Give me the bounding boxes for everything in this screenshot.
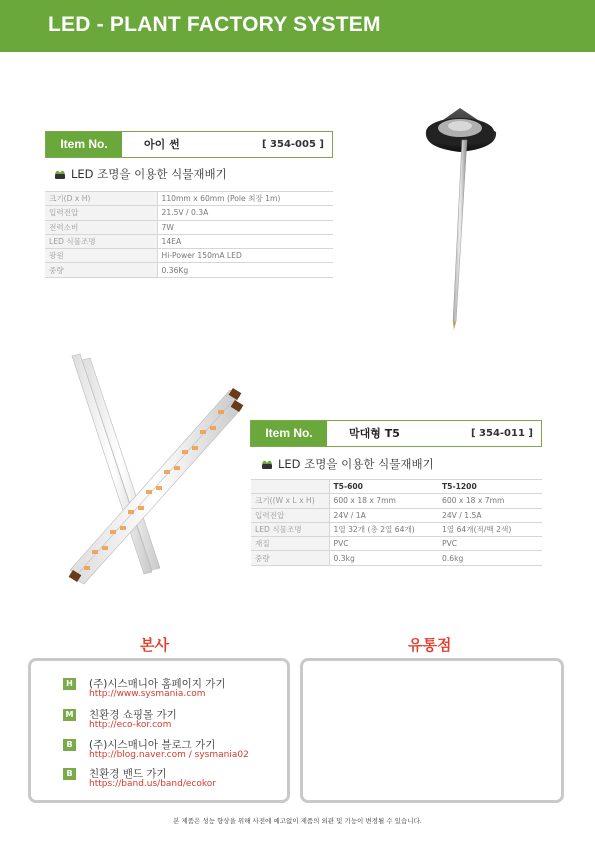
spec-key: LED 식물조명 <box>45 234 157 248</box>
link-title: 친환경 밴드 가기 <box>89 768 167 780</box>
hq-title: 본사 <box>140 636 169 654</box>
spec-header-row <box>251 480 542 494</box>
spec-key: 입력전압 <box>251 508 329 522</box>
product-code: [ 354-011 ] <box>470 428 533 439</box>
homepage-badge-icon: H <box>63 678 76 690</box>
product-1-item-bar <box>45 131 333 158</box>
spec-value: 14EA <box>157 234 333 248</box>
footer-notice: 본 제품은 성능 향상을 위해 사전에 예고없이 제품의 외관 및 기능이 변경될 수 있습니다. <box>173 817 422 825</box>
subtitle-text: LED 조명을 이용한 식물재배기 <box>278 457 434 471</box>
product-1-subtitle <box>53 166 227 182</box>
product-2-subtitle <box>260 456 434 472</box>
spec-value: PVC <box>438 537 542 551</box>
spec-row <box>45 263 333 277</box>
spec-value: PVC <box>329 537 438 551</box>
link-title: (주)시스매니아 홈페이지 가기 <box>89 678 226 690</box>
spec-value: Hi-Power 150mA LED <box>157 249 333 263</box>
spec-header-t5-1200: T5-1200 <box>438 480 542 494</box>
spec-row <box>45 192 333 206</box>
spec-key: 크기((W x L x H) <box>251 494 329 508</box>
spec-value: 600 x 18 x 7mm <box>438 494 542 508</box>
spec-key: 입력전압 <box>45 206 157 220</box>
spec-row <box>251 522 542 536</box>
spec-row <box>45 234 333 248</box>
page-title: LED - PLANT FACTORY SYSTEM <box>48 13 381 36</box>
link-url[interactable]: http://eco-kor.com <box>89 720 172 730</box>
band-badge-icon: B <box>63 768 76 780</box>
spec-value: 0.6kg <box>438 551 542 565</box>
product-1-spec-table <box>45 191 333 278</box>
spec-key: 재질 <box>251 537 329 551</box>
spec-value: 600 x 18 x 7mm <box>329 494 438 508</box>
spec-row <box>45 220 333 234</box>
link-url[interactable]: http://www.sysmania.com <box>89 689 206 699</box>
spec-header-blank <box>251 480 329 494</box>
spec-key: 전력소비 <box>45 220 157 234</box>
product-name: 막대형 T5 <box>349 427 400 440</box>
spec-value: 0.3kg <box>329 551 438 565</box>
blog-badge-icon: B <box>63 739 76 751</box>
spec-row <box>251 537 542 551</box>
spec-value: 110mm x 60mm (Pole 최장 1m) <box>157 192 333 206</box>
spec-value: 24V / 1.5A <box>438 508 542 522</box>
spec-key: 중량 <box>251 551 329 565</box>
spec-key: 광원 <box>45 249 157 263</box>
spec-value: 1열 32개 (총 2열 64개) <box>329 522 438 536</box>
spec-row <box>45 249 333 263</box>
mall-badge-icon: M <box>63 709 76 721</box>
link-url[interactable]: https://band.us/band/ecokor <box>89 779 216 789</box>
spec-value: 7W <box>157 220 333 234</box>
i-sun-lamp-image <box>420 100 510 335</box>
t5-bar-image <box>60 350 250 590</box>
spec-value: 24V / 1A <box>329 508 438 522</box>
spec-value: 1열 64개(적/백 2색) <box>438 522 542 536</box>
spec-header-t5-600: T5-600 <box>329 480 438 494</box>
spec-value: 0.36Kg <box>157 263 333 277</box>
spec-key: 중량 <box>45 263 157 277</box>
spec-row <box>251 551 542 565</box>
product-2-item-bar <box>250 420 542 447</box>
distributor-box <box>300 658 564 803</box>
spec-key: LED 식물조명 <box>251 522 329 536</box>
product-code: [ 354-005 ] <box>261 139 324 150</box>
spec-row <box>251 508 542 522</box>
distributor-title: 유통점 <box>408 636 452 654</box>
leaf-pot-icon <box>53 168 67 180</box>
link-title: 친환경 쇼핑몰 가기 <box>89 709 177 721</box>
item-no-label: Item No. <box>46 132 122 157</box>
item-no-label: Item No. <box>251 421 327 446</box>
spec-value: 21.5V / 0.3A <box>157 206 333 220</box>
spec-key: 크기(D x H) <box>45 192 157 206</box>
page-header <box>0 0 595 52</box>
spec-row <box>45 206 333 220</box>
subtitle-text: LED 조명을 이용한 식물재배기 <box>71 167 227 181</box>
link-title: (주)시스매니아 블로그 가기 <box>89 739 216 751</box>
spec-row <box>251 494 542 508</box>
product-name: 아이 썬 <box>144 138 180 151</box>
leaf-pot-icon <box>260 458 274 470</box>
link-url[interactable]: http://blog.naver.com / sysmania02 <box>89 750 249 760</box>
product-2-spec-table <box>251 479 542 566</box>
